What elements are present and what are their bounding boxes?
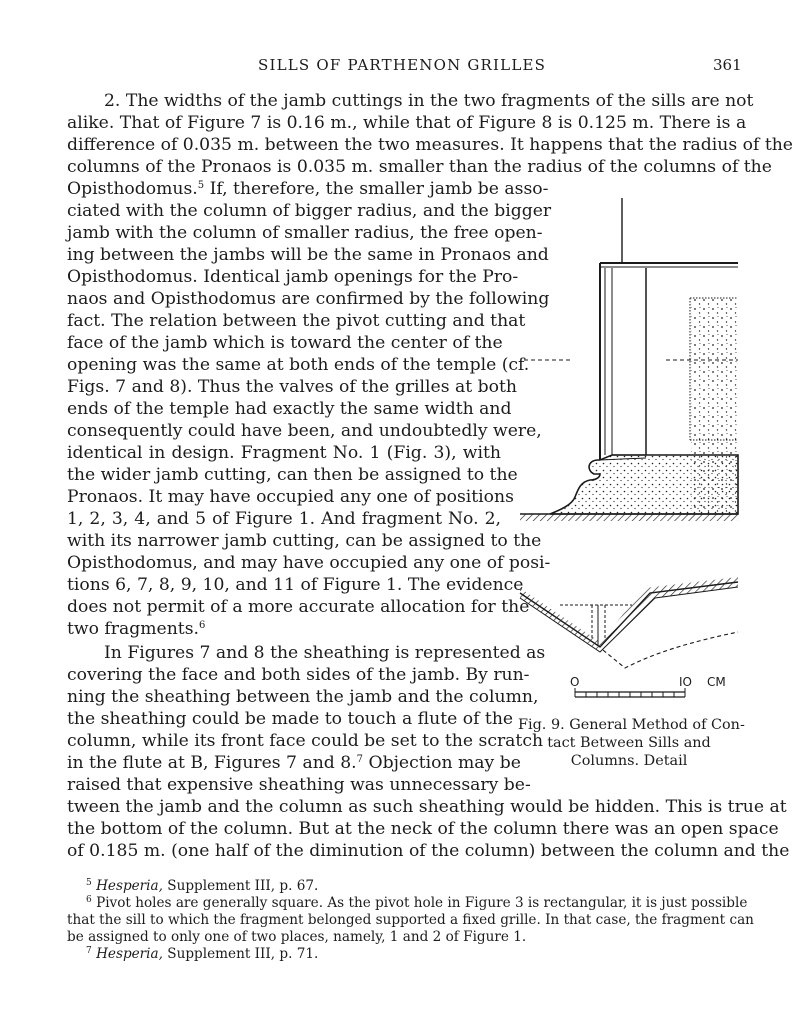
text-line: ing between the jambs will be the same in Pronaos and: [67, 245, 549, 265]
text-line: opening was the same at both ends of the temple (cf.: [67, 355, 530, 375]
text-line: tween the jamb and the column as such sheathing would be hidden. This is true at: [67, 797, 787, 817]
footnote-number: 5: [86, 878, 92, 888]
text-fragment: in the flute at B, Figures 7 and 8.: [67, 753, 357, 773]
text-fragment: two fragments.: [67, 619, 199, 639]
scale-label-unit: CM: [707, 675, 726, 689]
scale-label-ten: IO: [679, 675, 692, 689]
running-title: SILLS OF PARTHENON GRILLES: [258, 56, 547, 74]
text-line: with its narrower jamb cutting, can be assigned to the: [67, 531, 542, 551]
text-line: fact. The relation between the pivot cutting and that: [67, 311, 526, 331]
text-line: column, while its front face could be set to the scratch: [67, 731, 544, 751]
text-fragment: Objection may be: [368, 753, 521, 773]
text-line: covering the face and both sides of the jamb. By run-: [67, 665, 530, 685]
text-line: naos and Opisthodomus are confirmed by the following: [67, 289, 550, 309]
footnote-text: Supplement III, p. 67.: [162, 878, 319, 894]
text-line: ends of the temple had exactly the same width and: [67, 399, 512, 419]
text-line: 2. The widths of the jamb cuttings in the two fragments of the sills are not: [104, 91, 754, 111]
text-line: does not permit of a more accurate allocation for the: [67, 597, 530, 617]
text-line: Figs. 7 and 8). Thus the valves of the grilles at both: [67, 377, 517, 397]
text-line: the sheathing could be made to touch a flute of the: [67, 709, 514, 729]
text-line: In Figures 7 and 8 the sheathing is represented as: [104, 643, 546, 663]
footnote-source: Hesperia,: [96, 946, 163, 962]
footnote-6-line: be assigned to only one of two places, namely, 1 and 2 of Figure 1.: [67, 929, 527, 945]
scale-label-zero: O: [570, 675, 580, 689]
text-line: Opisthodomus. Identical jamb openings for the Pro-: [67, 267, 519, 287]
footnote-ref-5[interactable]: 5: [197, 180, 205, 191]
footnote-text: Supplement III, p. 71.: [162, 946, 319, 962]
text-line: jamb with the column of smaller radius, the free open-: [67, 223, 543, 243]
text-line: tions 6, 7, 8, 9, 10, and 11 of Figure 1. The evidence: [67, 575, 524, 595]
elevation-drawing: [520, 198, 738, 521]
text-line: ciated with the column of bigger radius, and the bigger: [67, 201, 552, 221]
text-line: the wider jamb cutting, can then be assigned to the: [67, 465, 518, 485]
footnote-number: 6: [86, 895, 92, 905]
text-line: the bottom of the column. But at the neck of the column there was an open space: [67, 819, 779, 839]
text-fragment: If, therefore, the smaller jamb be asso-: [209, 179, 549, 199]
footnote-6: [86, 895, 748, 912]
caption-line: Fig. 9. General Method of Con-: [518, 717, 745, 733]
footnote-ref-7[interactable]: 7: [356, 754, 364, 765]
figure-caption: [518, 716, 745, 770]
text-fragment: Opisthodomus.: [67, 179, 198, 199]
text-line: Pronaos. It may have occupied any one of positions: [67, 487, 514, 507]
text-line: face of the jamb which is toward the center of the: [67, 333, 503, 353]
text-line: difference of 0.035 m. between the two measures. It happens that the radius of the: [67, 135, 793, 155]
text-line: Opisthodomus, and may have occupied any one of posi-: [67, 553, 551, 573]
footnote-5: [86, 878, 318, 895]
scale-bar: [575, 688, 685, 697]
caption-line: Columns. Detail: [570, 753, 688, 769]
footnote-ref-6[interactable]: 6: [199, 620, 206, 631]
footnote-source: Hesperia,: [96, 878, 163, 894]
footnote-text: Pivot holes are generally square. As the pivot hole in Figure 3 is rectangular, it is just possible: [96, 895, 748, 911]
footnote-7: [86, 946, 318, 963]
text-line: of 0.185 m. (one half of the diminution of the column) between the column and the: [67, 841, 790, 861]
footnote-number: 7: [86, 946, 92, 956]
text-line: identical in design. Fragment No. 1 (Fig. 3), with: [67, 443, 501, 463]
page-number: 361: [713, 56, 742, 74]
text-line: consequently could have been, and undoubtedly were,: [67, 421, 542, 441]
plan-detail-drawing: [520, 577, 738, 668]
text-line: 1, 2, 3, 4, and 5 of Figure 1. And fragment No. 2,: [67, 509, 501, 529]
text-line: alike. That of Figure 7 is 0.16 m., while that of Figure 8 is 0.125 m. There is a: [67, 113, 747, 133]
footnote-6-line: that the sill to which the fragment belonged supported a fixed grille. In that case, the fragment can: [67, 912, 754, 928]
text-line: ning the sheathing between the jamb and the column,: [67, 687, 539, 707]
text-line: raised that expensive sheathing was unnecessary be-: [67, 775, 531, 795]
text-line: columns of the Pronaos is 0.035 m. smaller than the radius of the columns of the: [67, 157, 772, 177]
caption-line: tact Between Sills and: [547, 735, 711, 751]
